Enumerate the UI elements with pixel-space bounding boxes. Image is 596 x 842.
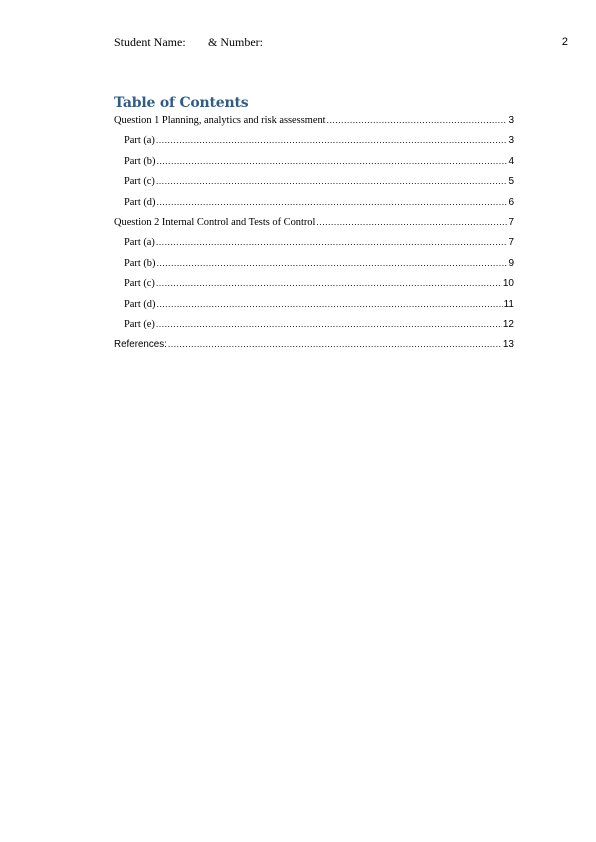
toc-entry-page: 12	[502, 318, 514, 330]
toc-entry-question-1[interactable]	[114, 115, 514, 135]
toc-entry-page: 9	[508, 257, 514, 269]
student-number-label: & Number:	[208, 35, 263, 49]
toc-entry-q2-part-e[interactable]	[114, 319, 514, 339]
toc-entry-q2-part-a[interactable]	[114, 237, 514, 257]
dot-leader	[168, 339, 502, 349]
toc-entry-label: Question 1 Planning, analytics and risk assessment	[114, 115, 326, 126]
toc-entry-q1-part-d[interactable]	[114, 197, 514, 217]
toc-entry-label: Part (c)	[124, 176, 155, 188]
table-of-contents	[114, 115, 514, 360]
dot-leader	[156, 299, 502, 309]
toc-entry-page: 3	[508, 135, 514, 147]
toc-entry-q1-part-c[interactable]	[114, 176, 514, 196]
dot-leader	[156, 278, 502, 288]
dot-leader	[156, 237, 508, 247]
toc-entry-label: Part (b)	[124, 257, 156, 269]
toc-entry-label: References:	[114, 339, 167, 351]
toc-entry-label: Part (d)	[124, 298, 156, 310]
toc-entry-page: 7	[508, 216, 514, 228]
toc-entry-page: 10	[502, 278, 514, 290]
dot-leader	[156, 135, 508, 145]
toc-entry-page: 13	[502, 339, 514, 351]
toc-entry-label: Part (c)	[124, 278, 155, 290]
page-header	[114, 35, 568, 51]
toc-entry-label: Part (a)	[124, 135, 155, 147]
toc-entry-page: 4	[508, 155, 514, 167]
dot-leader	[156, 319, 502, 329]
toc-entry-page: 11	[503, 298, 514, 310]
toc-entry-label: Part (a)	[124, 237, 155, 249]
toc-entry-label: Part (e)	[124, 318, 155, 330]
dot-leader	[316, 217, 507, 227]
toc-entry-page: 3	[508, 115, 514, 126]
toc-entry-q2-part-d[interactable]	[114, 299, 514, 319]
page-number: 2	[561, 36, 568, 48]
toc-entry-q1-part-b[interactable]	[114, 156, 514, 176]
dot-leader	[156, 156, 507, 166]
toc-entry-q2-part-c[interactable]	[114, 278, 514, 298]
toc-entry-label: Part (d)	[124, 196, 156, 208]
student-name-label: Student Name:	[114, 35, 186, 49]
dot-leader	[327, 115, 508, 125]
dot-leader	[156, 258, 507, 268]
toc-entry-label: Part (b)	[124, 155, 156, 167]
toc-entry-references[interactable]	[114, 339, 514, 359]
toc-title: Table of Contents	[114, 95, 249, 111]
dot-leader	[156, 176, 508, 186]
toc-entry-q2-part-b[interactable]	[114, 258, 514, 278]
toc-entry-page: 6	[508, 196, 514, 208]
toc-entry-q1-part-a[interactable]	[114, 135, 514, 155]
toc-entry-label: Question 2 Internal Control and Tests of Control	[114, 216, 316, 228]
toc-entry-question-2[interactable]	[114, 217, 514, 237]
toc-entry-page: 5	[508, 176, 514, 188]
toc-entry-page: 7	[508, 237, 514, 249]
dot-leader	[156, 197, 507, 207]
